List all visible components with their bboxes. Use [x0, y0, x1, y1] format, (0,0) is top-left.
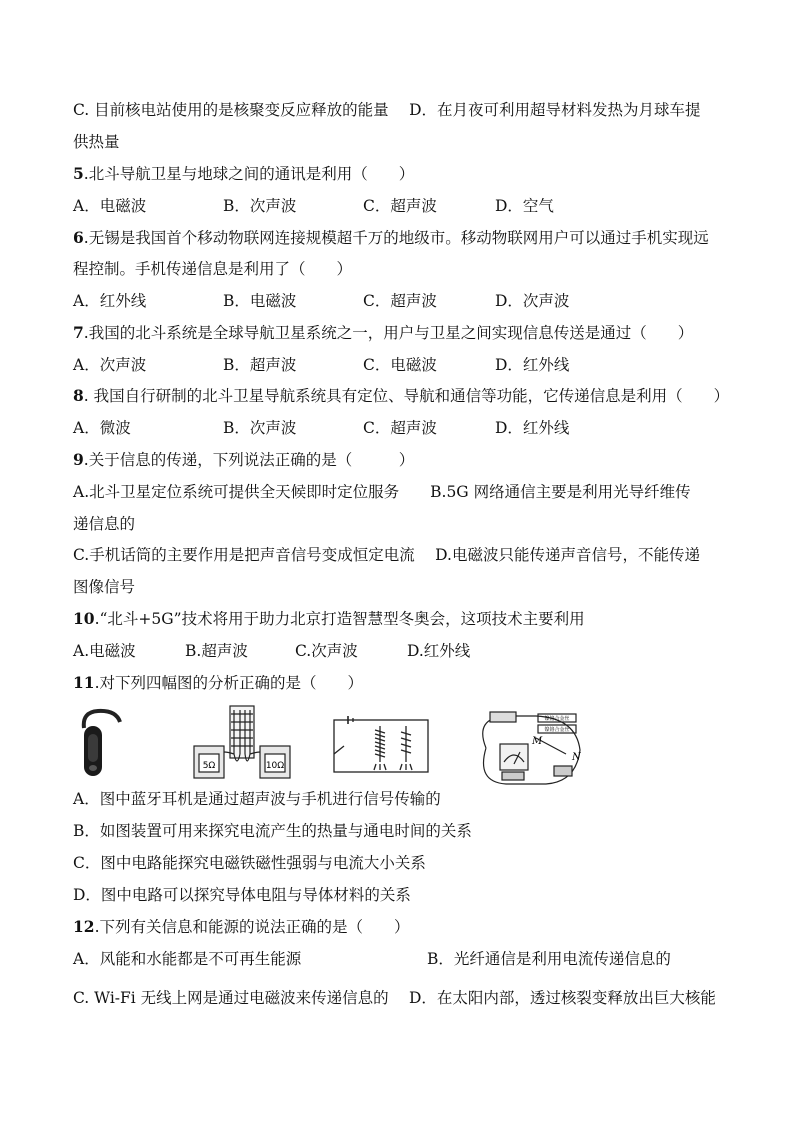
- option-b: B．次声波: [223, 197, 297, 215]
- wire-label-2: 镍铬合金丝: [544, 727, 570, 733]
- question-12: [73, 917, 410, 937]
- question-5: [73, 164, 414, 184]
- question-9: [73, 450, 414, 470]
- question-stem: .我国的北斗系统是全球导航卫星系统之一，用户与卫星之间实现信息传送是通过（ ）: [83, 324, 694, 342]
- option-a: A.电磁波: [73, 642, 136, 660]
- option-a: A．红外线: [73, 292, 147, 310]
- option-c: C．超声波: [363, 419, 437, 437]
- option-c: C．超声波: [363, 197, 437, 215]
- resistor-10-label: 10Ω: [265, 761, 285, 771]
- option-d: D．空气: [495, 197, 554, 215]
- electromagnet-circuit-figure: [330, 714, 432, 778]
- option-b: B.超声波: [185, 642, 248, 660]
- question-6-stem-cont: 程控制。手机传递信息是利用了（ ）: [73, 260, 353, 278]
- option-b: B．光纤通信是利用电流传递信息的: [427, 950, 671, 968]
- wire-label-1: 镍铬合金丝: [544, 716, 570, 722]
- question-number: 10: [73, 609, 95, 628]
- question-number: 5: [73, 164, 84, 183]
- q4-option-d-cont: 供热量: [73, 133, 120, 151]
- question-9-option-d-cont: 图像信号: [73, 578, 136, 596]
- question-number: 6: [73, 228, 84, 247]
- question-11-option-c: C．图中电路能探究电磁铁磁性强弱与电流大小关系: [73, 854, 426, 872]
- question-stem: . 我国自行研制的北斗卫星导航系统具有定位、导航和通信等功能，它传递信息是利用（ ）: [83, 387, 730, 405]
- option-d: D．次声波: [495, 292, 570, 310]
- option-c: C．电磁波: [363, 356, 437, 374]
- question-number: 8: [73, 386, 84, 405]
- option-b: B．超声波: [223, 356, 297, 374]
- question-11-option-d: D．图中电路可以探究导体电阻与导体材料的关系: [73, 886, 411, 904]
- point-n-label: N: [572, 752, 581, 763]
- option-a: A．电磁波: [73, 197, 147, 215]
- question-number: 11: [73, 673, 95, 692]
- option-b: B．次声波: [223, 419, 297, 437]
- question-8: [73, 386, 729, 406]
- point-m-label: M: [532, 736, 543, 747]
- question-11-option-b: B．如图装置可用来探究电流产生的热量与通电时间的关系: [73, 822, 472, 840]
- bluetooth-earphone-figure: [76, 708, 126, 780]
- option-a: A．风能和水能都是不可再生能源: [73, 950, 302, 968]
- question-9-option-b-cont: 递信息的: [73, 515, 136, 533]
- option-a: A．微波: [73, 419, 131, 437]
- option-d: D．红外线: [495, 419, 570, 437]
- question-11-option-a: A．图中蓝牙耳机是通过超声波与手机进行信号传输的: [73, 790, 441, 808]
- question-stem: .“北斗+5G”技术将用于助力北京打造智慧型冬奥会，这项技术主要利用: [94, 610, 585, 628]
- question-7: [73, 323, 693, 343]
- question-11: [73, 673, 363, 693]
- question-stem: .无锡是我国首个移动物联网连接规模超千万的地级市。移动物联网用户可以通过手机实现远: [83, 229, 709, 247]
- option-c: C. Wi-Fi 无线上网是通过电磁波来传递信息的: [73, 989, 389, 1007]
- option-d: D.红外线: [407, 642, 471, 660]
- question-9-option-a-b: A.北斗卫星定位系统可提供全天候即时定位服务 B.5G 网络通信主要是利用光导纤维传: [73, 483, 691, 501]
- question-6: [73, 228, 709, 248]
- option-d: D．在太阳内部，透过核裂变释放出巨大核能: [409, 989, 716, 1007]
- question-stem: .下列有关信息和能源的说法正确的是（ ）: [94, 918, 410, 936]
- question-stem: .关于信息的传递，下列说法正确的是（ ）: [83, 451, 415, 469]
- question-number: 12: [73, 917, 95, 936]
- resistor-5-label: 5Ω: [202, 761, 216, 771]
- q4-option-c-d: C. 目前核电站使用的是核聚变反应释放的能量 D．在月夜可利用超导材料发热为月球车提: [73, 101, 701, 119]
- question-number: 9: [73, 450, 84, 469]
- option-a: A．次声波: [73, 356, 147, 374]
- option-b: B．电磁波: [223, 292, 297, 310]
- option-c: C．超声波: [363, 292, 437, 310]
- question-stem: .对下列四幅图的分析正确的是（ ）: [94, 674, 364, 692]
- question-number: 7: [73, 323, 84, 342]
- question-stem: .北斗导航卫星与地球之间的通讯是利用（ ）: [83, 165, 415, 183]
- resistance-wire-circuit-figure: [466, 708, 590, 790]
- option-d: D．红外线: [495, 356, 570, 374]
- option-c: C.次声波: [295, 642, 358, 660]
- question-10: [73, 609, 585, 629]
- question-9-option-c-d: C.手机话筒的主要作用是把声音信号变成恒定电流 D.电磁波只能传递声音信号，不能传递: [73, 546, 700, 564]
- joule-heat-apparatus-figure: [190, 704, 294, 780]
